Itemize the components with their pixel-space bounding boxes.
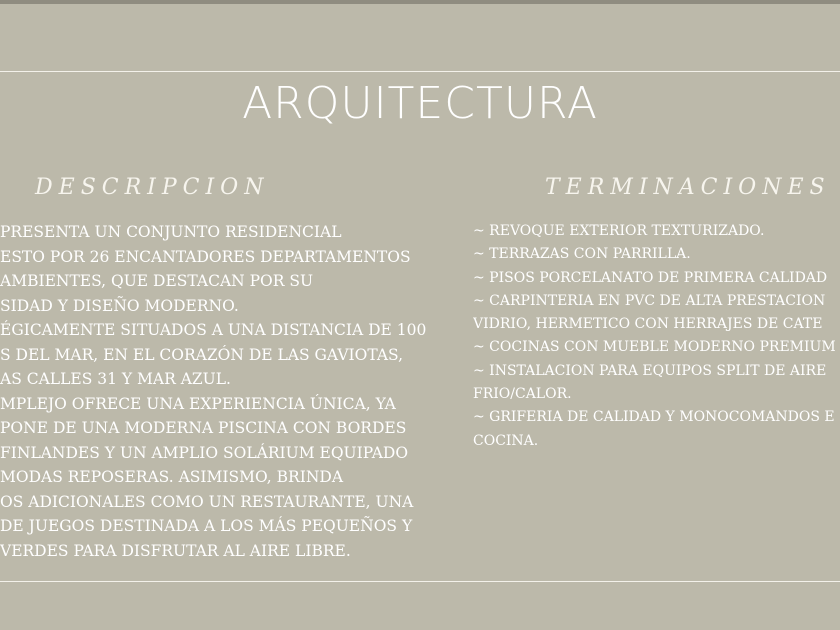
descripcion-line: PONE DE UNA MODERNA PISCINA CON BORDES <box>0 419 407 437</box>
descripcion-line: ÉGICAMENTE SITUADOS A UNA DISTANCIA DE 100 <box>0 321 427 339</box>
terminaciones-item: ~ COCINAS CON MUEBLE MODERNO PREMIUM <box>473 339 836 356</box>
descripcion-line: SIDAD Y DISEÑO MODERNO. <box>0 296 239 315</box>
terminaciones-item: VIDRIO, HERMETICO CON HERRAJES DE CATE <box>473 316 823 333</box>
descripcion-line: MODAS REPOSERAS. ASIMISMO, BRINDA <box>0 468 344 486</box>
terminaciones-heading: TERMINACIONES <box>545 175 831 200</box>
terminaciones-item: ~ PISOS PORCELANATO DE PRIMERA CALIDAD <box>473 269 828 286</box>
terminaciones-item: FRIO/CALOR. <box>473 386 572 403</box>
descripcion-line: AMBIENTES, QUE DESTACAN POR SU <box>0 272 314 290</box>
descripcion-line: FINLANDES Y UN AMPLIO SOLÁRIUM EQUIPADO <box>0 443 409 462</box>
descripcion-line: OS ADICIONALES COMO UN RESTAURANTE, UNA <box>0 492 414 511</box>
bottom-divider <box>0 581 840 582</box>
terminaciones-list <box>473 220 840 453</box>
terminaciones-item: ~ GRIFERIA DE CALIDAD Y MONOCOMANDOS E <box>473 409 835 426</box>
descripcion-heading: DESCRIPCION <box>35 175 270 200</box>
terminaciones-item: ~ CARPINTERIA EN PVC DE ALTA PRESTACION <box>473 292 826 309</box>
top-band <box>0 0 840 4</box>
descripcion-line: PRESENTA UN CONJUNTO RESIDENCIAL <box>0 223 342 241</box>
descripcion-line: ESTO POR 26 ENCANTADORES DEPARTAMENTOS <box>0 247 411 266</box>
terminaciones-item: ~ REVOQUE EXTERIOR TEXTURIZADO. <box>473 223 765 239</box>
terminaciones-item: COCINA. <box>473 432 539 449</box>
terminaciones-item: ~ TERRAZAS CON PARRILLA. <box>473 246 691 263</box>
descripcion-text <box>0 220 440 563</box>
top-divider <box>0 71 840 72</box>
descripcion-line: S DEL MAR, EN EL CORAZÓN DE LAS GAVIOTAS, <box>0 345 404 364</box>
descripcion-line: MPLEJO OFRECE UNA EXPERIENCIA ÚNICA, YA <box>0 394 396 413</box>
page-title: ARQUITECTURA <box>242 78 598 129</box>
descripcion-line: DE JUEGOS DESTINADA A LOS MÁS PEQUEÑOS Y <box>0 517 413 535</box>
terminaciones-item: ~ INSTALACION PARA EQUIPOS SPLIT DE AIRE <box>473 362 827 379</box>
descripcion-line: VERDES PARA DISFRUTAR AL AIRE LIBRE. <box>0 541 351 560</box>
descripcion-line: AS CALLES 31 Y MAR AZUL. <box>0 370 231 388</box>
